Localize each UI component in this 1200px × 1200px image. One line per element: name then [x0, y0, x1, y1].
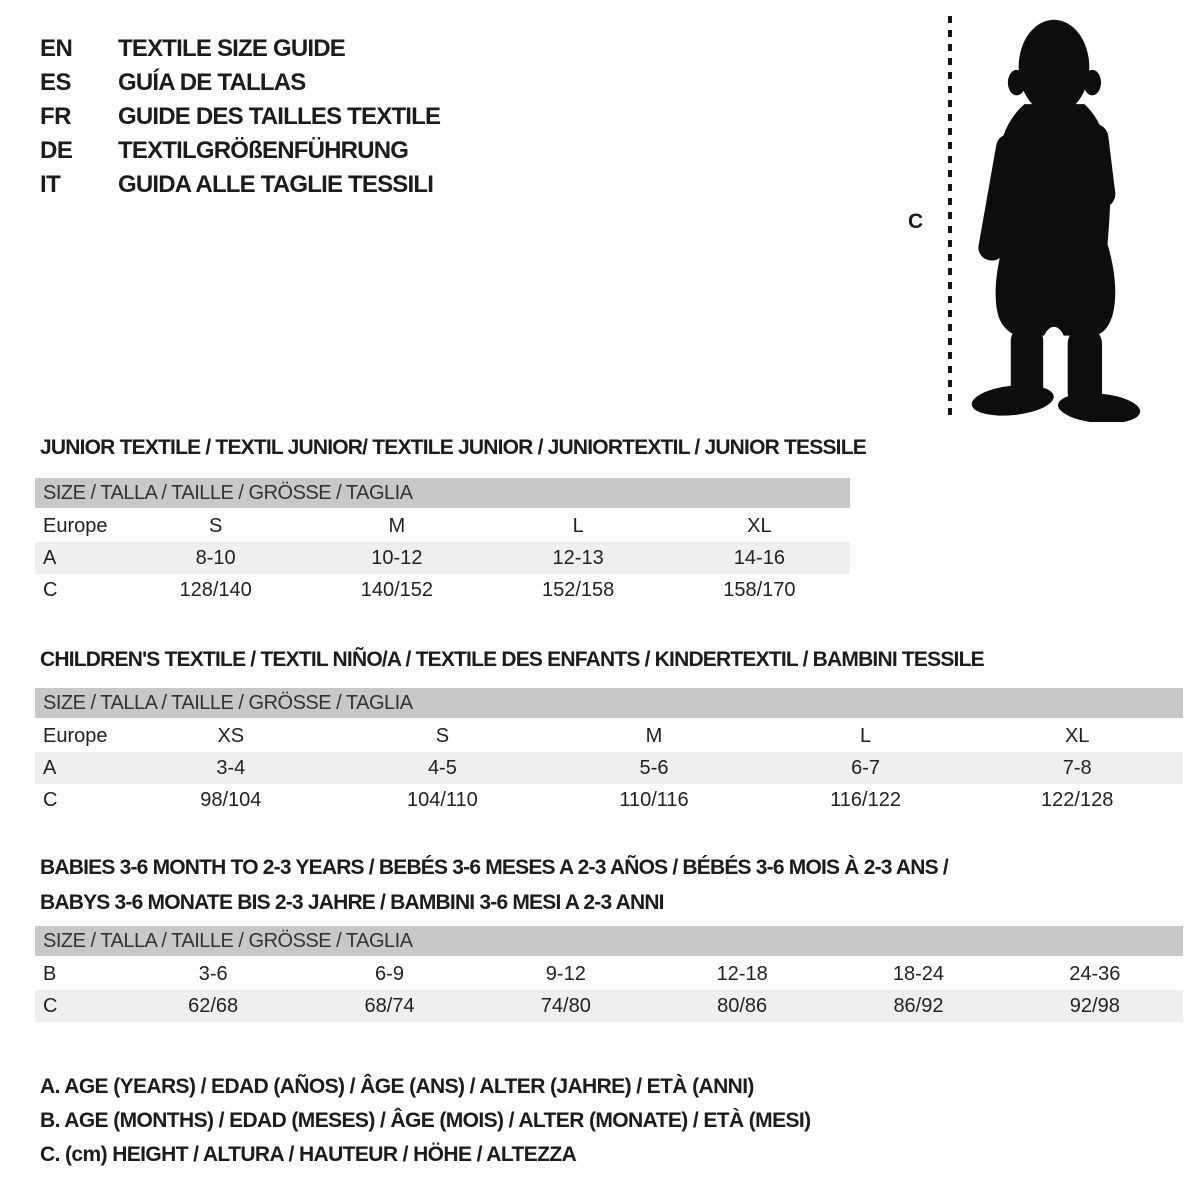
lang-row-es [40, 66, 440, 100]
legend-line-c: C. (cm) HEIGHT / ALTURA / HAUTEUR / HÖHE / ALTEZZA [40, 1143, 577, 1166]
height-cell: 122/128 [1041, 788, 1114, 811]
guide-title: TEXTILE SIZE GUIDE [118, 35, 345, 62]
row-label: Europe [43, 724, 108, 747]
language-title-list [40, 32, 440, 202]
guide-title: GUÍA DE TALLAS [118, 69, 306, 96]
months-cell: 3-6 [198, 962, 228, 985]
legend-line-a: A. AGE (YEARS) / EDAD (AÑOS) / ÂGE (ANS) / ALTER (JAHRE) / ETÀ (ANNI) [40, 1075, 754, 1098]
height-cell: 158/170 [723, 578, 796, 601]
lang-code: IT [40, 171, 61, 198]
guide-title: GUIDE DES TAILLES TEXTILE [118, 103, 441, 130]
age-cell: 8-10 [195, 546, 236, 569]
size-cell: L [860, 724, 872, 747]
lang-code: ES [40, 69, 72, 96]
height-cell: 62/68 [188, 994, 239, 1017]
age-cell: 5-6 [639, 756, 669, 779]
size-header-bar: SIZE / TALLA / TAILLE / GRÖSSE / TAGLIA [35, 478, 850, 510]
junior-section-heading: JUNIOR TEXTILE / TEXTIL JUNIOR/ TEXTILE JUNIOR / JUNIORTEXTIL / JUNIOR TESSILE [40, 436, 866, 459]
babies-size-table [35, 926, 1183, 1022]
row-label: C [43, 994, 58, 1017]
row-label: C [43, 578, 58, 601]
lang-row-de [40, 134, 440, 168]
age-cell: 6-7 [851, 756, 881, 779]
size-cell: M [388, 514, 406, 537]
months-cell: 24-36 [1069, 962, 1121, 985]
table-row-age [35, 542, 850, 574]
size-cell: L [572, 514, 584, 537]
size-cell: M [645, 724, 663, 747]
babies-section-heading-line1: BABIES 3-6 MONTH TO 2-3 YEARS / BEBÉS 3-6 MESES A 2-3 AÑOS / BÉBÉS 3-6 MOIS À 2-3 ANS / [40, 856, 948, 879]
row-label: B [43, 962, 57, 985]
size-cell: XL [747, 514, 772, 537]
height-cell: 74/80 [540, 994, 591, 1017]
age-cell: 10-12 [371, 546, 423, 569]
row-label: A [43, 756, 57, 779]
children-size-table [35, 688, 1183, 816]
height-cell: 104/110 [406, 788, 478, 811]
age-cell: 4-5 [427, 756, 457, 779]
legend [40, 1070, 811, 1172]
table-row-height [35, 574, 850, 606]
table-row-europe [35, 720, 1183, 752]
legend-line-b: B. AGE (MONTHS) / EDAD (MESES) / ÂGE (MOIS) / ALTER (MONATE) / ETÀ (MESI) [40, 1109, 811, 1132]
height-cell: 152/158 [541, 578, 615, 601]
lang-code: EN [40, 35, 73, 62]
months-cell: 9-12 [545, 962, 586, 985]
babies-section-heading-line2: BABYS 3-6 MONATE BIS 2-3 JAHRE / BAMBINI 3-6 MESI A 2-3 ANNI [40, 891, 664, 914]
months-cell: 6-9 [375, 962, 404, 985]
junior-size-table [35, 478, 850, 606]
size-header-bar: SIZE / TALLA / TAILLE / GRÖSSE / TAGLIA [35, 926, 1183, 958]
size-cell: S [208, 514, 223, 537]
lang-row-fr [40, 100, 440, 134]
lang-row-it [40, 168, 440, 202]
size-cell: XL [1064, 724, 1090, 747]
age-cell: 14-16 [733, 546, 785, 569]
age-cell: 3-4 [216, 756, 246, 779]
children-section-heading: CHILDREN'S TEXTILE / TEXTIL NIÑO/A / TEXTILE DES ENFANTS / KINDERTEXTIL / BAMBINI TESSILE [40, 648, 984, 671]
height-cell: 116/122 [830, 788, 901, 811]
row-label: A [43, 546, 57, 569]
row-label: C [43, 788, 58, 811]
age-cell: 7-8 [1062, 756, 1092, 779]
size-header-bar: SIZE / TALLA / TAILLE / GRÖSSE / TAGLIA [35, 688, 1183, 720]
table-row-age [35, 752, 1183, 784]
height-cell: 110/116 [619, 788, 689, 811]
guide-title: TEXTILGRÖßENFÜHRUNG [118, 137, 409, 164]
table-row-height [35, 784, 1183, 816]
lang-row-en [40, 32, 440, 66]
age-cell: 12-13 [552, 546, 604, 569]
height-cell: 128/140 [179, 578, 252, 601]
height-cell: 92/98 [1069, 994, 1120, 1017]
table-row-height [35, 990, 1183, 1022]
size-cell: S [435, 724, 450, 747]
row-label: Europe [43, 514, 108, 537]
table-row-europe [35, 510, 850, 542]
table-row-months [35, 958, 1183, 990]
height-cell: 140/152 [360, 578, 434, 601]
height-cell: 68/74 [364, 994, 415, 1017]
height-cell: 98/104 [200, 788, 262, 811]
height-cell: 80/86 [717, 994, 768, 1017]
lang-code: DE [40, 137, 73, 164]
lang-code: FR [40, 103, 71, 130]
height-cell: 86/92 [893, 994, 944, 1017]
toddler-silhouette-icon [952, 10, 1152, 422]
months-cell: 12-18 [716, 962, 768, 985]
size-cell: XS [217, 724, 245, 747]
height-measure-label: C [908, 210, 924, 233]
months-cell: 18-24 [892, 962, 945, 985]
guide-title: GUIDA ALLE TAGLIE TESSILI [118, 171, 434, 198]
